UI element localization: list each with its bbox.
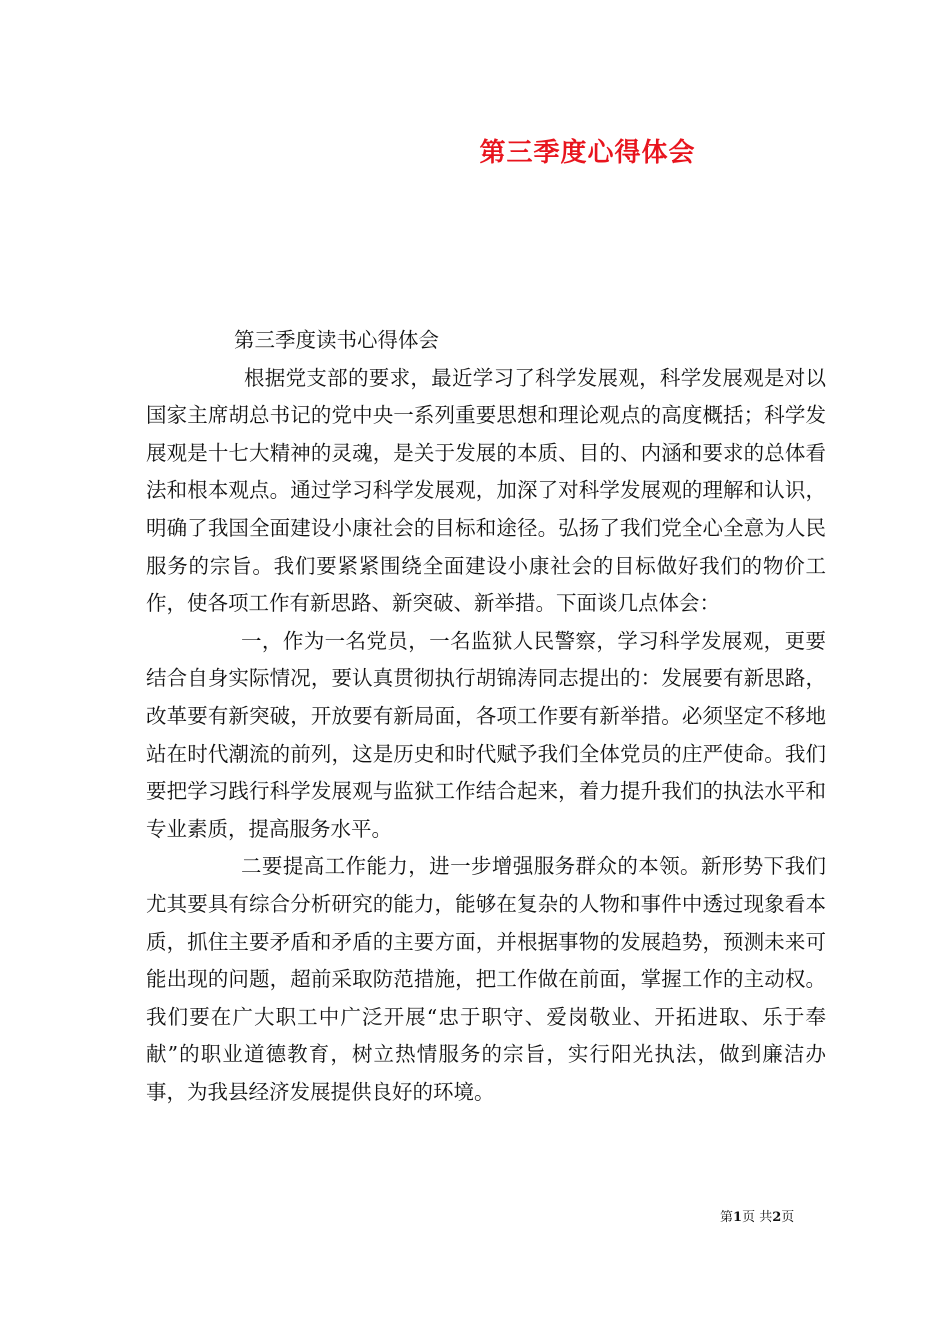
footer-total-pages: 2 <box>772 1210 782 1225</box>
paragraph-point-two: 二要提高工作能力，进一步增强服务群众的本领。新形势下我们尤其要具有综合分析研究的能力，能够在复杂的人物和事件中透过现象看本质，抓住主要矛盾和矛盾的主要方面，并根据事物的发展趋势，预测未来可能出现的问题，超前采取防范措施，把工作做在前面，掌握工作的主动权。我们要在广大职工中广泛开展“忠于职守、爱岗敬业、开拓进取、乐于奉献”的职业道德教育，树立热情服务的宗旨，实行阳光执法，做到廉洁办事，为我县经济发展提供良好的环境。 <box>146 854 826 1104</box>
page-title: 第三季度心得体会 <box>479 138 696 168</box>
footer-current-page: 1 <box>733 1210 743 1225</box>
document-subtitle: 第三季度读书心得体会 <box>234 328 439 352</box>
paragraph-intro: 根据党支部的要求，最近学习了科学发展观，科学发展观是对以国家主席胡总书记的党中央一系列重要思想和理论观点的高度概括；科学发展观是十七大精神的灵魂，是关于发展的本质、目的、内涵和要求的总体看法和根本观点。通过学习科学发展观，加深了对科学发展观的理解和认识，明确了我国全面建设小康社会的目标和途径。弘扬了我们党全心全意为人民服务的宗旨。我们要紧紧围绕全面建设小康社会的目标做好我们的物价工作，使各项工作有新思路、新突破、新举措。下面谈几点体会： <box>146 365 826 616</box>
document-body <box>146 322 826 1111</box>
page-footer <box>720 1206 794 1225</box>
footer-suffix: 页 <box>781 1210 795 1225</box>
footer-prefix: 第 <box>720 1210 734 1225</box>
paragraph-point-one: 一，作为一名党员，一名监狱人民警察，学习科学发展观，更要结合自身实际情况，要认真贯彻执行胡锦涛同志提出的：发展要有新思路，改革要有新突破，开放要有新局面，各项工作要有新举措。必须坚定不移地站在时代潮流的前列，这是历史和时代赋予我们全体党员的庄严使命。我们要把学习践行科学发展观与监狱工作结合起来，着力提升我们的执法水平和专业素质，提高服务水平。 <box>146 628 826 841</box>
footer-middle: 页 共 <box>742 1210 773 1225</box>
